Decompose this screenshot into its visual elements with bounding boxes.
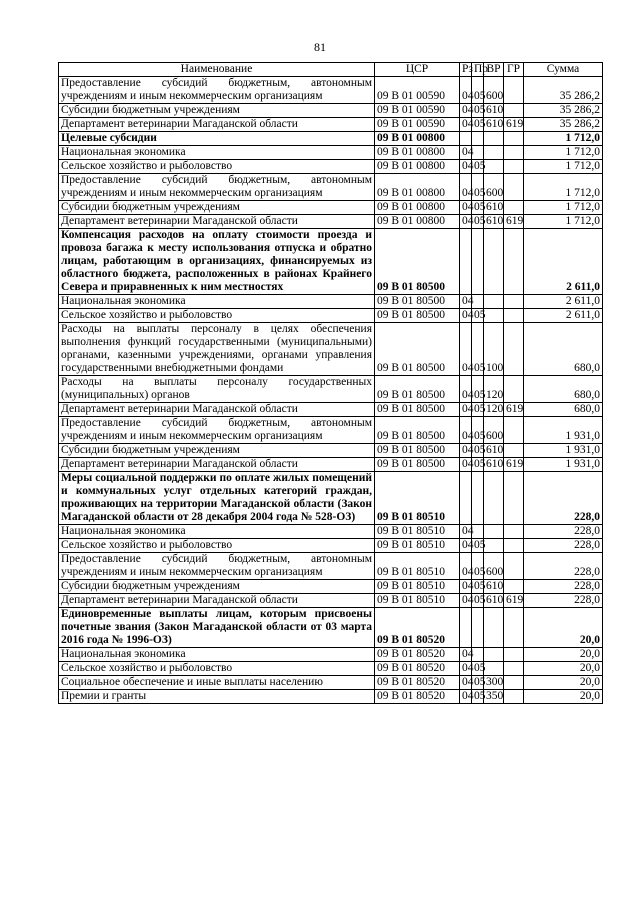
page-number: 81 <box>314 40 326 54</box>
cell-vr: 300 <box>484 676 504 690</box>
cell-rz <box>460 472 472 525</box>
cell-gr <box>504 539 524 553</box>
column-header-vr: ВР <box>484 63 504 77</box>
table-row <box>59 662 603 676</box>
cell-sum: 35 286,2 <box>524 104 603 118</box>
cell-pr: 05 <box>472 594 484 608</box>
cell-name: Меры социальной поддержки по оплате жилых помещений и коммунальных услуг отдельных категорий граждан, проживающих на территории Магаданской области (Закон Магаданской области от 28 декабря 2004 года № 528-ОЗ) <box>59 472 375 525</box>
cell-csr: 09 В 01 80500 <box>375 444 460 458</box>
cell-rz: 04 <box>460 403 472 417</box>
cell-pr: 05 <box>472 539 484 553</box>
cell-vr: 120 <box>484 376 504 403</box>
cell-gr <box>504 174 524 201</box>
cell-csr: 09 В 01 80500 <box>375 376 460 403</box>
cell-vr <box>484 608 504 648</box>
cell-name: Единовременные выплаты лицам, которым присвоены почетные звания (Закон Магаданской области от 03 марта 2016 года № 1996-ОЗ) <box>59 608 375 648</box>
cell-sum: 680,0 <box>524 403 603 417</box>
cell-pr: 05 <box>472 580 484 594</box>
cell-vr <box>484 229 504 295</box>
cell-pr <box>472 472 484 525</box>
cell-csr: 09 В 01 00590 <box>375 77 460 104</box>
cell-rz: 04 <box>460 309 472 323</box>
cell-csr: 09 В 01 00800 <box>375 215 460 229</box>
table-row <box>59 132 603 146</box>
table-row <box>59 458 603 472</box>
cell-gr <box>504 662 524 676</box>
cell-name: Национальная экономика <box>59 648 375 662</box>
cell-rz: 04 <box>460 201 472 215</box>
cell-rz <box>460 608 472 648</box>
cell-name: Расходы на выплаты персоналу в целях обеспечения выполнения функций государственными (муниципальными) органами, казенными учреждениями, органами управления государственными внебюджетными фондами <box>59 323 375 376</box>
cell-pr <box>472 132 484 146</box>
cell-pr: 05 <box>472 160 484 174</box>
cell-rz: 04 <box>460 594 472 608</box>
cell-csr: 09 В 01 00800 <box>375 160 460 174</box>
table-row <box>59 77 603 104</box>
cell-vr <box>484 662 504 676</box>
cell-vr <box>484 525 504 539</box>
cell-pr: 05 <box>472 376 484 403</box>
column-header-pr: Пр <box>472 63 484 77</box>
cell-name: Расходы на выплаты персоналу государственных (муниципальных) органов <box>59 376 375 403</box>
cell-gr: 619 <box>504 594 524 608</box>
cell-name: Департамент ветеринарии Магаданской области <box>59 403 375 417</box>
cell-name: Департамент ветеринарии Магаданской области <box>59 215 375 229</box>
cell-vr <box>484 132 504 146</box>
cell-sum: 20,0 <box>524 676 603 690</box>
cell-pr: 05 <box>472 676 484 690</box>
cell-name: Предоставление субсидий бюджетным, автономным учреждениям и иным некоммерческим организациям <box>59 553 375 580</box>
cell-name: Департамент ветеринарии Магаданской области <box>59 118 375 132</box>
cell-name: Предоставление субсидий бюджетным, автономным учреждениям и иным некоммерческим организациям <box>59 77 375 104</box>
cell-pr: 05 <box>472 309 484 323</box>
table-row <box>59 676 603 690</box>
cell-name: Сельское хозяйство и рыболовство <box>59 160 375 174</box>
table-row <box>59 376 603 403</box>
cell-rz: 04 <box>460 444 472 458</box>
cell-sum: 35 286,2 <box>524 77 603 104</box>
cell-pr: 05 <box>472 104 484 118</box>
table-row <box>59 215 603 229</box>
cell-csr: 09 В 01 80520 <box>375 690 460 704</box>
cell-rz: 04 <box>460 146 472 160</box>
cell-sum: 228,0 <box>524 553 603 580</box>
cell-sum: 20,0 <box>524 608 603 648</box>
table-row <box>59 160 603 174</box>
table-row <box>59 295 603 309</box>
cell-rz: 04 <box>460 323 472 376</box>
cell-sum: 35 286,2 <box>524 118 603 132</box>
table-row <box>59 444 603 458</box>
cell-vr: 610 <box>484 580 504 594</box>
cell-gr <box>504 676 524 690</box>
cell-sum: 2 611,0 <box>524 229 603 295</box>
cell-vr <box>484 160 504 174</box>
cell-csr: 09 В 01 00800 <box>375 174 460 201</box>
cell-pr <box>472 229 484 295</box>
cell-csr: 09 В 01 80500 <box>375 458 460 472</box>
cell-vr: 600 <box>484 417 504 444</box>
cell-sum: 20,0 <box>524 690 603 704</box>
table-row <box>59 580 603 594</box>
cell-sum: 228,0 <box>524 580 603 594</box>
cell-gr: 619 <box>504 458 524 472</box>
cell-gr <box>504 417 524 444</box>
cell-sum: 20,0 <box>524 648 603 662</box>
cell-rz: 04 <box>460 662 472 676</box>
cell-csr: 09 В 01 80500 <box>375 403 460 417</box>
cell-csr: 09 В 01 80500 <box>375 295 460 309</box>
cell-csr: 09 В 01 80520 <box>375 608 460 648</box>
cell-name: Компенсация расходов на оплату стоимости проезда и провоза багажа к месту использования отпуска и обратно лицам, работающим в организациях, финансируемых из областного бюджета, расположенных в районах Крайнего Севера и приравненных к ним местностях <box>59 229 375 295</box>
cell-name: Национальная экономика <box>59 525 375 539</box>
cell-gr: 619 <box>504 118 524 132</box>
cell-pr: 05 <box>472 403 484 417</box>
table-body <box>59 77 603 704</box>
cell-gr <box>504 146 524 160</box>
cell-csr: 09 В 01 80500 <box>375 229 460 295</box>
cell-csr: 09 В 01 80520 <box>375 676 460 690</box>
cell-rz: 04 <box>460 295 472 309</box>
table-row <box>59 553 603 580</box>
cell-sum: 1 712,0 <box>524 160 603 174</box>
table-row <box>59 525 603 539</box>
cell-pr <box>472 608 484 648</box>
cell-gr <box>504 553 524 580</box>
cell-vr: 350 <box>484 690 504 704</box>
cell-gr <box>504 77 524 104</box>
cell-pr: 05 <box>472 444 484 458</box>
cell-sum: 228,0 <box>524 472 603 525</box>
cell-sum: 228,0 <box>524 594 603 608</box>
cell-name: Субсидии бюджетным учреждениям <box>59 104 375 118</box>
cell-sum: 20,0 <box>524 662 603 676</box>
table-row <box>59 174 603 201</box>
cell-csr: 09 В 01 80510 <box>375 553 460 580</box>
cell-rz: 04 <box>460 690 472 704</box>
cell-vr: 610 <box>484 458 504 472</box>
cell-rz: 04 <box>460 104 472 118</box>
column-header-gr: ГР <box>504 63 524 77</box>
cell-gr: 619 <box>504 403 524 417</box>
cell-csr: 09 В 01 00800 <box>375 132 460 146</box>
table-row <box>59 417 603 444</box>
cell-pr: 05 <box>472 118 484 132</box>
cell-vr: 610 <box>484 594 504 608</box>
cell-sum: 228,0 <box>524 525 603 539</box>
cell-rz: 04 <box>460 174 472 201</box>
cell-csr: 09 В 01 80500 <box>375 417 460 444</box>
cell-gr <box>504 690 524 704</box>
cell-pr: 05 <box>472 174 484 201</box>
cell-gr <box>504 295 524 309</box>
cell-csr: 09 В 01 80510 <box>375 472 460 525</box>
cell-gr <box>504 525 524 539</box>
cell-vr: 610 <box>484 444 504 458</box>
cell-rz: 04 <box>460 553 472 580</box>
table-row <box>59 229 603 295</box>
cell-vr: 600 <box>484 77 504 104</box>
cell-csr: 09 В 01 00800 <box>375 201 460 215</box>
cell-rz: 04 <box>460 539 472 553</box>
cell-csr: 09 В 01 80520 <box>375 648 460 662</box>
cell-vr: 600 <box>484 174 504 201</box>
cell-rz: 04 <box>460 215 472 229</box>
cell-csr: 09 В 01 80510 <box>375 580 460 594</box>
table-row <box>59 403 603 417</box>
cell-sum: 1 931,0 <box>524 458 603 472</box>
cell-csr: 09 В 01 80520 <box>375 662 460 676</box>
cell-csr: 09 В 01 80510 <box>375 594 460 608</box>
cell-vr <box>484 146 504 160</box>
cell-rz: 04 <box>460 676 472 690</box>
cell-name: Предоставление субсидий бюджетным, автономным учреждениям и иным некоммерческим организациям <box>59 174 375 201</box>
cell-pr: 05 <box>472 77 484 104</box>
cell-name: Департамент ветеринарии Магаданской области <box>59 458 375 472</box>
cell-sum: 1 712,0 <box>524 201 603 215</box>
cell-vr <box>484 309 504 323</box>
cell-csr: 09 В 01 00590 <box>375 118 460 132</box>
cell-vr: 610 <box>484 118 504 132</box>
cell-csr: 09 В 01 80500 <box>375 309 460 323</box>
cell-rz: 04 <box>460 580 472 594</box>
budget-table <box>58 62 603 704</box>
cell-name: Департамент ветеринарии Магаданской области <box>59 594 375 608</box>
cell-vr: 610 <box>484 104 504 118</box>
cell-gr <box>504 104 524 118</box>
cell-name: Сельское хозяйство и рыболовство <box>59 309 375 323</box>
cell-gr <box>504 648 524 662</box>
cell-rz: 04 <box>460 458 472 472</box>
cell-vr <box>484 539 504 553</box>
table-row <box>59 690 603 704</box>
cell-name: Сельское хозяйство и рыболовство <box>59 662 375 676</box>
table-row <box>59 309 603 323</box>
cell-name: Премии и гранты <box>59 690 375 704</box>
table-row <box>59 118 603 132</box>
cell-csr: 09 В 01 00800 <box>375 146 460 160</box>
cell-pr: 05 <box>472 690 484 704</box>
cell-rz: 04 <box>460 77 472 104</box>
cell-vr: 600 <box>484 553 504 580</box>
table-row <box>59 594 603 608</box>
cell-vr <box>484 472 504 525</box>
cell-gr <box>504 160 524 174</box>
column-header-sum: Сумма <box>524 63 603 77</box>
cell-vr <box>484 295 504 309</box>
cell-name: Национальная экономика <box>59 295 375 309</box>
cell-gr <box>504 229 524 295</box>
cell-gr <box>504 201 524 215</box>
cell-sum: 1 712,0 <box>524 215 603 229</box>
cell-vr <box>484 648 504 662</box>
cell-vr: 120 <box>484 403 504 417</box>
cell-sum: 228,0 <box>524 539 603 553</box>
cell-sum: 1 712,0 <box>524 132 603 146</box>
cell-sum: 1 712,0 <box>524 174 603 201</box>
table-row <box>59 201 603 215</box>
cell-name: Сельское хозяйство и рыболовство <box>59 539 375 553</box>
cell-gr <box>504 376 524 403</box>
cell-gr <box>504 132 524 146</box>
cell-rz: 04 <box>460 648 472 662</box>
cell-csr: 09 В 01 00590 <box>375 104 460 118</box>
cell-name: Социальное обеспечение и иные выплаты населению <box>59 676 375 690</box>
cell-csr: 09 В 01 80510 <box>375 539 460 553</box>
cell-name: Предоставление субсидий бюджетным, автономным учреждениям и иным некоммерческим организациям <box>59 417 375 444</box>
cell-gr <box>504 472 524 525</box>
cell-gr <box>504 309 524 323</box>
cell-name: Целевые субсидии <box>59 132 375 146</box>
cell-vr: 610 <box>484 201 504 215</box>
cell-sum: 2 611,0 <box>524 295 603 309</box>
cell-gr <box>504 323 524 376</box>
cell-gr <box>504 444 524 458</box>
cell-vr: 100 <box>484 323 504 376</box>
cell-pr: 05 <box>472 201 484 215</box>
cell-gr <box>504 608 524 648</box>
cell-gr: 619 <box>504 215 524 229</box>
cell-vr: 610 <box>484 215 504 229</box>
table-row <box>59 323 603 376</box>
cell-rz: 04 <box>460 525 472 539</box>
cell-csr: 09 В 01 80500 <box>375 323 460 376</box>
cell-pr: 05 <box>472 553 484 580</box>
cell-sum: 1 712,0 <box>524 146 603 160</box>
cell-rz: 04 <box>460 376 472 403</box>
cell-rz: 04 <box>460 417 472 444</box>
table-row <box>59 146 603 160</box>
cell-name: Субсидии бюджетным учреждениям <box>59 201 375 215</box>
table-row <box>59 104 603 118</box>
cell-sum: 680,0 <box>524 376 603 403</box>
cell-sum: 2 611,0 <box>524 309 603 323</box>
cell-csr: 09 В 01 80510 <box>375 525 460 539</box>
cell-gr <box>504 580 524 594</box>
cell-sum: 680,0 <box>524 323 603 376</box>
cell-pr: 05 <box>472 458 484 472</box>
table-header <box>59 63 603 77</box>
table-row <box>59 539 603 553</box>
column-header-rz: Рз <box>460 63 472 77</box>
table-row <box>59 472 603 525</box>
column-header-csr: ЦСР <box>375 63 460 77</box>
cell-pr: 05 <box>472 417 484 444</box>
cell-rz: 04 <box>460 118 472 132</box>
cell-name: Национальная экономика <box>59 146 375 160</box>
cell-rz: 04 <box>460 160 472 174</box>
cell-name: Субсидии бюджетным учреждениям <box>59 580 375 594</box>
cell-pr: 05 <box>472 662 484 676</box>
table-row <box>59 648 603 662</box>
cell-rz <box>460 132 472 146</box>
cell-name: Субсидии бюджетным учреждениям <box>59 444 375 458</box>
cell-rz <box>460 229 472 295</box>
column-header-name: Наименование <box>59 63 375 77</box>
cell-sum: 1 931,0 <box>524 444 603 458</box>
cell-pr: 05 <box>472 323 484 376</box>
cell-pr: 05 <box>472 215 484 229</box>
table-row <box>59 608 603 648</box>
cell-sum: 1 931,0 <box>524 417 603 444</box>
